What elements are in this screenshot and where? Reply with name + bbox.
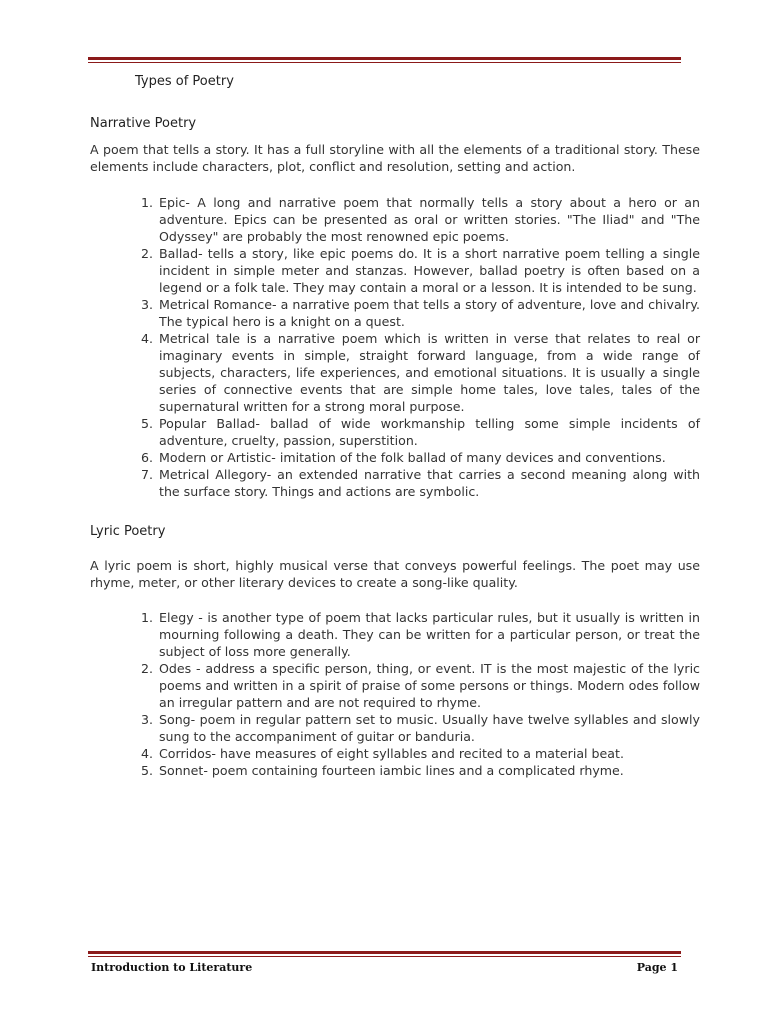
list-item: 4. Corridos- have measures of eight syllables and recited to a material beat. bbox=[157, 745, 700, 762]
lyric-intro: A lyric poem is short, highly musical verse that conveys powerful feelings. The poet may use rhyme, meter, or other literary devices to create a song-like quality. bbox=[90, 558, 700, 590]
list-item: 3. Metrical Romance- a narrative poem that tells a story of adventure, love and chivalry. The typical hero is a knight on a quest. bbox=[157, 296, 700, 330]
list-item: 2. Ballad- tells a story, like epic poems do. It is a short narrative poem telling a single incident in simple meter and stanzas. However, ballad poetry is often based on a legend or a folk tale. They may contain a moral or a lesson. It is intended to be sung. bbox=[157, 245, 700, 296]
list-item: 6. Modern or Artistic- imitation of the folk ballad of many devices and conventions. bbox=[157, 449, 700, 466]
list-item: 1. Elegy - is another type of poem that lacks particular rules, but it usually is written in mourning following a death. They can be written for a particular person, or treat the subject of loss more generally. bbox=[157, 609, 700, 660]
narrative-intro: A poem that tells a story. It has a full storyline with all the elements of a traditional story. These elements include characters, plot, conflict and resolution, setting and action. bbox=[90, 142, 700, 174]
footer-rule bbox=[88, 951, 681, 957]
narrative-list bbox=[90, 194, 700, 500]
list-item: 1. Epic- A long and narrative poem that normally tells a story about a hero or an adventure. Epics can be presented as oral or written stories. "The Iliad" and "The Odyssey" are probably the most renowned epic poems. bbox=[157, 194, 700, 245]
footer-document-title: Introduction to Literature bbox=[91, 961, 253, 974]
header-rule bbox=[88, 57, 681, 63]
section-heading-narrative: Narrative Poetry bbox=[90, 116, 197, 131]
list-item: 3. Song- poem in regular pattern set to music. Usually have twelve syllables and slowly sung to the accompaniment of guitar or banduria. bbox=[157, 711, 700, 745]
lyric-list bbox=[90, 609, 700, 779]
section-heading-lyric: Lyric Poetry bbox=[90, 524, 166, 539]
document-body bbox=[90, 74, 700, 779]
footer-page-number: Page 1 bbox=[636, 961, 678, 974]
page-title: Types of Poetry bbox=[135, 74, 234, 89]
list-item: 5. Sonnet- poem containing fourteen iambic lines and a complicated rhyme. bbox=[157, 762, 700, 779]
list-item: 2. Odes - address a specific person, thing, or event. IT is the most majestic of the lyric poems and written in a spirit of praise of some persons or things. Modern odes follow an irregular pattern and are not required to rhyme. bbox=[157, 660, 700, 711]
list-item: 7. Metrical Allegory- an extended narrative that carries a second meaning along with the surface story. Things and actions are symbolic. bbox=[157, 466, 700, 500]
list-item: 4. Metrical tale is a narrative poem which is written in verse that relates to real or imaginary events in simple, straight forward language, from a wide range of subjects, characters, life experiences, and emotional situations. It is usually a single series of connective events that are simple home tales, love tales, tales of the supernatural written for a strong moral purpose. bbox=[157, 330, 700, 415]
list-item: 5. Popular Ballad- ballad of wide workmanship telling some simple incidents of adventure, cruelty, passion, superstition. bbox=[157, 415, 700, 449]
